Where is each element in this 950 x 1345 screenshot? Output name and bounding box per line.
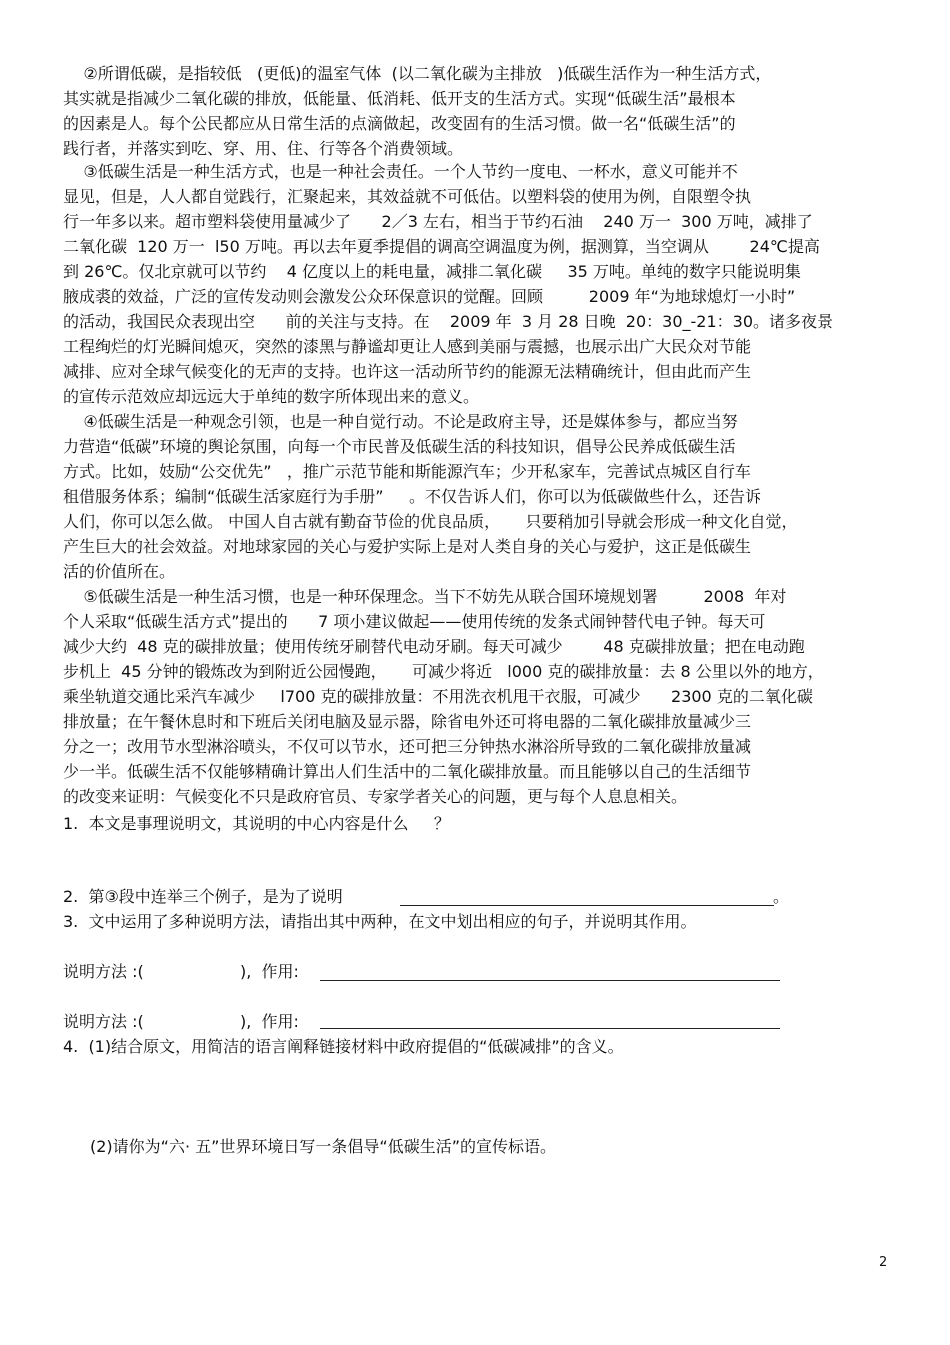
text-line: 的宣传示范效应却远远大于单纯的数字所体现出来的意义。 (63, 387, 480, 406)
text-line: 行一年多以来。超市塑料袋使用量减少了 2／3 左右，相当于节约石油 240 万一 300 万吨，减排了 (63, 212, 813, 231)
question-2-end: 。 (773, 887, 790, 906)
text-line: 的活动，我国民众表现出空 前的关注与支持。在 2009 年 3 月 28 日晚 20：30_-21：30。诸多夜景 (63, 312, 834, 331)
text-line: 践行者，并落实到吃、穿、用、住、行等各个消费领域。 (63, 139, 464, 158)
text-line: 的因素是人。每个公民都应从日常生活的点滴做起，改变固有的生活习惯。做一名“低碳生活”的 (63, 114, 736, 133)
question-1: 1. 本文是事理说明文，其说明的中心内容是什么 ？ (63, 814, 450, 833)
text-line: 力营造“低碳”环境的舆论氛围，向每一个市民普及低碳生活的科技知识，倡导公民养成低碳生活 (63, 437, 736, 456)
text-line: ②所谓低碳，是指较低 (更低)的温室气体 (以二氧化碳为主排放 )低碳生活作为一种生活方式， (63, 64, 772, 83)
text-line: 腋成裘的效益，广泛的宣传发动则会激发公众环保意识的觉醒。回顾 2009 年“为地球熄灯一小时” (63, 287, 796, 306)
text-line: 其实就是指减少二氧化碳的排放，低能量、低消耗、低开支的生活方式。实现“低碳生活”最根本 (63, 89, 736, 108)
page-number: 2 (879, 1255, 888, 1270)
text-line: ③低碳生活是一种生活方式，也是一种社会责任。一个人节约一度电、一杯水，意义可能并不 (63, 162, 738, 181)
question-2: 2. 第③段中连举三个例子，是为了说明 (63, 887, 343, 906)
text-line: 二氧化碳 120 万一 l50 万吨。再以去年夏季提倡的调高空调温度为例，据测算，当空调从 24℃提高 (63, 237, 820, 256)
method-label-1: 说明方法 :( (63, 962, 144, 981)
text-line: 到 26℃。仅北京就可以节约 4 亿度以上的耗电量，减排二氧化碳 35 万吨。单纯的数字只能说明集 (63, 262, 801, 281)
text-line: ④低碳生活是一种观念引领，也是一种自觉行动。不论是政府主导，还是媒体参与，都应当努 (63, 412, 738, 431)
text-line: ⑤低碳生活是一种生活习惯，也是一种环保理念。当下不妨先从联合国环境规划署 2008 年对 (63, 587, 787, 606)
question-3: 3. 文中运用了多种说明方法，请指出其中两种，在文中划出相应的句子，并说明其作用。 (63, 912, 697, 931)
text-line: 工程绚烂的灯光瞬间熄灭，突然的漆黑与静谧却更让人感到美丽与震撼，也展示出广大民众对节能 (63, 337, 752, 356)
text-line: 显见，但是，人人都自觉践行，汇聚起来，其效益就不可低估。以塑料袋的使用为例，自限塑令执 (63, 187, 752, 206)
text-line: 人们，你可以怎么做。 中国人自古就有勤奋节俭的优良品质， 只要稍加引导就会形成一种文化自觉， (63, 512, 798, 531)
text-line: 减少大约 48 克的碳排放量；使用传统牙刷替代电动牙刷。每天可减少 48 克碳排放量；把在电动跑 (63, 637, 805, 656)
text-line: 活的价值所在。 (63, 562, 176, 581)
question-4-2: (2)请你为“六· 五”世界环境日写一条倡导“低碳生活”的宣传标语。 (90, 1137, 556, 1156)
text-line: 排放量；在午餐休息时和下班后关闭电脑及显示器，除省电外还可将电器的二氧化碳排放量减少三 (63, 712, 752, 731)
text-line: 步机上 45 分钟的锻炼改为到附近公园慢跑， 可减少将近 l000 克的碳排放量：去 8 公里以外的地方， (63, 662, 824, 681)
text-line: 产生巨大的社会效益。对地球家园的关心与爱护实际上是对人类自身的关心与爱护，这正是低碳生 (63, 537, 752, 556)
text-line: 减排、应对全球气候变化的无声的支持。也许这一活动所节约的能源无法精确统计，但由此而产生 (63, 362, 752, 381)
text-line: 少一半。低碳生活不仅能够精确计算出人们生活中的二氧化碳排放量。而且能够以自己的生活细节 (63, 762, 752, 781)
text-line: 个人采取“低碳生活方式”提出的 7 项小建议做起——使用传统的发条式闹钟替代电子钟。每天可 (63, 612, 766, 631)
text-line: 分之一；改用节水型淋浴喷头，不仅可以节水，还可把三分钟热水淋浴所导致的二氧化碳排放量减 (63, 737, 752, 756)
text-line: 方式。比如，妓励“公交优先” ，推广示范节能和斯能源汽车；少开私家车，完善试点城区自行车 (63, 462, 751, 481)
method-label-2: 说明方法 :( (63, 1012, 144, 1031)
answer-line-method-2[interactable] (320, 1028, 780, 1029)
method-close-1: ), 作用: (240, 962, 299, 981)
text-line: 的改变来证明：气候变化不只是政府官员、专家学者关心的问题，更与每个人息息相关。 (63, 787, 688, 806)
answer-line-method-1[interactable] (320, 980, 780, 981)
text-line: 租借服务体系；编制“低碳生活家庭行为手册” 。不仅告诉人们，你可以为低碳做些什么，还告诉 (63, 487, 762, 506)
text-line: 乘坐轨道交通比采汽车减少 l700 克的碳排放量：不用洗衣机甩干衣服，可减少 2300 克的二氧化碳 (63, 687, 813, 706)
answer-line-q2[interactable] (400, 905, 774, 906)
question-4-1: 4. (1)结合原文，用简洁的语言阐释链接材料中政府提倡的“低碳减排”的含义。 (63, 1037, 624, 1056)
method-close-2: ), 作用: (240, 1012, 299, 1031)
